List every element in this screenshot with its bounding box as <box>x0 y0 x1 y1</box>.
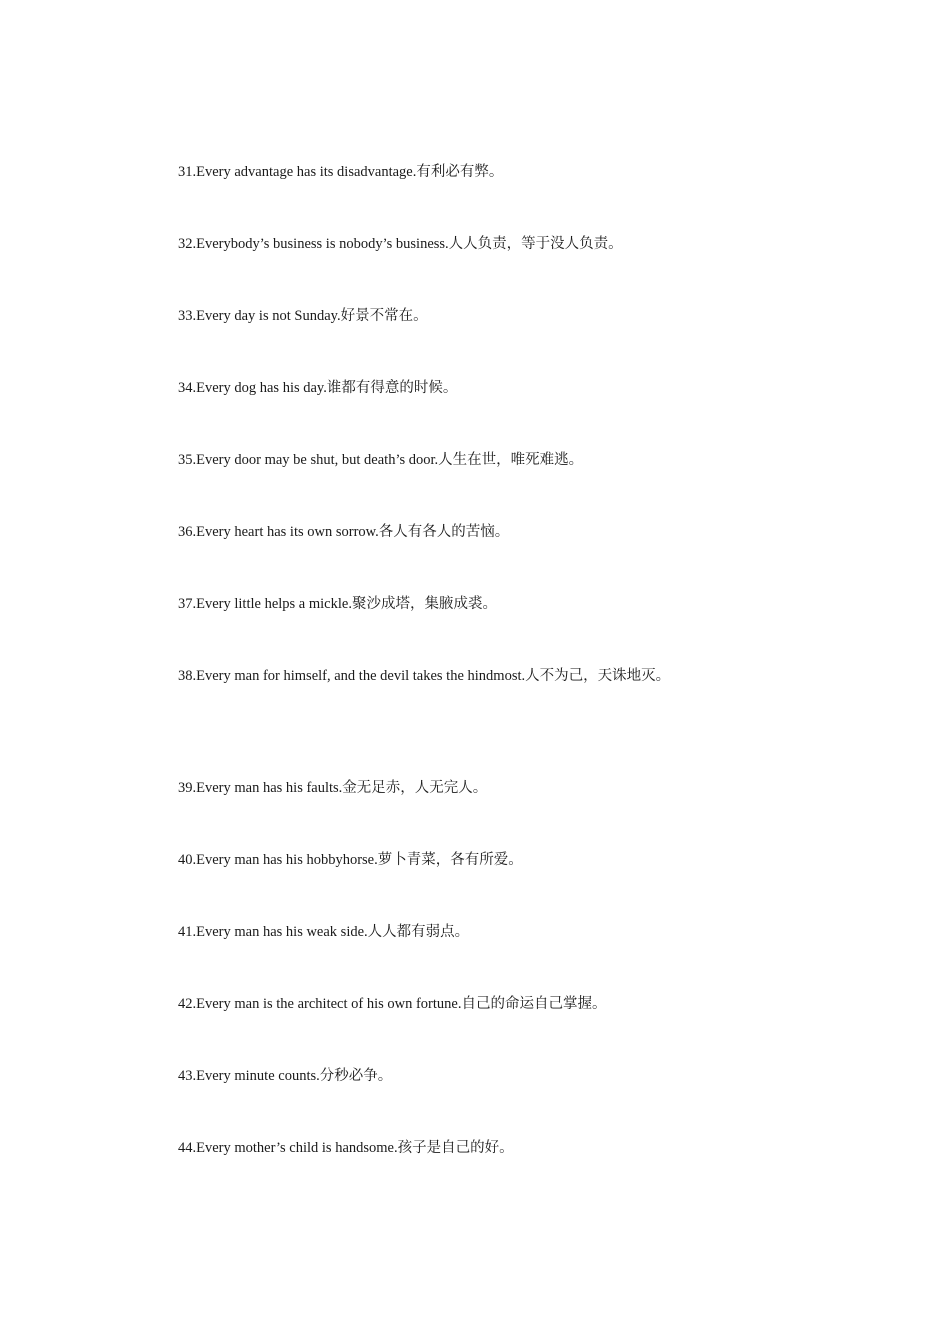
proverb-32: 32.Everybody’s business is nobody’s business.人人负责，等于没人负责。 <box>178 236 623 252</box>
proverb-35: 35.Every door may be shut, but death’s door.人生在世，唯死难逃。 <box>178 452 584 468</box>
proverb-37: 37.Every little helps a mickle.聚沙成塔，集腋成裘。 <box>178 596 497 612</box>
proverb-40: 40.Every man has his hobbyhorse.萝卜青菜，各有所爱。 <box>178 852 523 868</box>
proverb-36: 36.Every heart has its own sorrow.各人有各人的苦恼。 <box>178 524 510 540</box>
proverb-38: 38.Every man for himself, and the devil takes the hindmost.人不为己，天诛地灭。 <box>178 668 671 684</box>
proverb-42: 42.Every man is the architect of his own fortune.自己的命运自己掌握。 <box>178 996 607 1012</box>
proverb-44: 44.Every mother’s child is handsome.孩子是自己的好。 <box>178 1140 514 1156</box>
proverb-33: 33.Every day is not Sunday.好景不常在。 <box>178 308 428 324</box>
proverb-31: 31.Every advantage has its disadvantage.有利必有弊。 <box>178 164 504 180</box>
proverb-39: 39.Every man has his faults.金无足赤，人无完人。 <box>178 780 488 796</box>
proverb-43: 43.Every minute counts.分秒必争。 <box>178 1068 393 1084</box>
proverb-34: 34.Every dog has his day.谁都有得意的时候。 <box>178 380 458 396</box>
proverb-41: 41.Every man has his weak side.人人都有弱点。 <box>178 924 470 940</box>
